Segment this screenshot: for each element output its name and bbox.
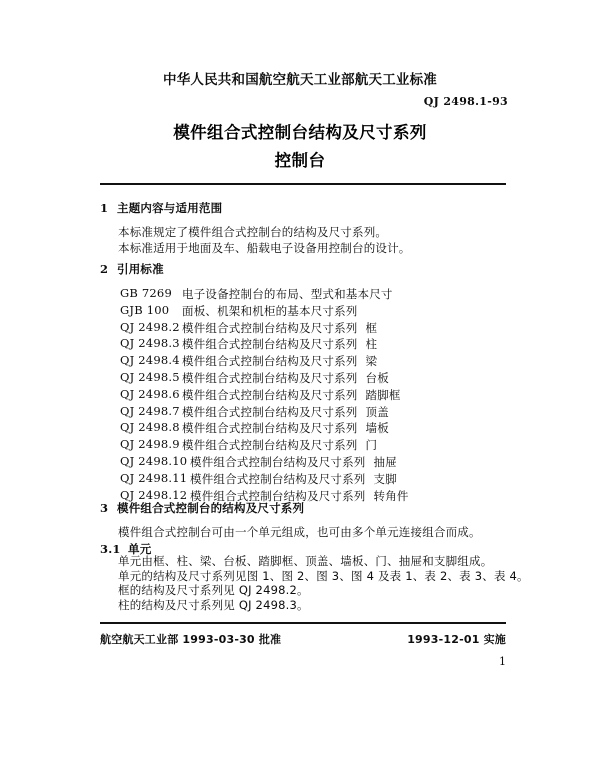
reference-description-text: 模件组合式控制台结构及尺寸系列 xyxy=(182,370,358,385)
document-title-line2: 控制台 xyxy=(274,151,326,170)
section-3-1-line: 框的结构及尺寸系列见 QJ 2498.2。 xyxy=(118,583,309,597)
reference-description xyxy=(182,370,389,386)
reference-part-name: 抽屉 xyxy=(373,454,397,469)
section-number-3: 3 xyxy=(100,501,109,515)
section-title-3: 模件组合式控制台的结构及尺寸系列 xyxy=(117,501,305,515)
reference-description-text: 电子设备控制台的布局、型式和基本尺寸 xyxy=(182,287,393,301)
reference-part-name: 台板 xyxy=(365,370,389,385)
reference-part-name: 转角件 xyxy=(373,488,409,503)
reference-description xyxy=(182,420,389,436)
reference-part-name: 支脚 xyxy=(373,471,397,486)
reference-code: QJ 2498.7 xyxy=(120,403,180,418)
section-number-2: 2 xyxy=(100,262,109,276)
reference-description-text: 模件组合式控制台结构及尺寸系列 xyxy=(182,354,358,369)
page-number: 1 xyxy=(499,655,506,668)
section-title-3-1: 单元 xyxy=(128,542,152,556)
document-title-line1: 模件组合式控制台结构及尺寸系列 xyxy=(173,123,427,142)
reference-code: QJ 2498.12 xyxy=(120,487,188,502)
reference-part-name: 墙板 xyxy=(365,421,389,436)
reference-description-text: 模件组合式控制台结构及尺寸系列 xyxy=(182,404,358,419)
reference-list-item xyxy=(120,353,520,370)
reference-description-text: 模件组合式控制台结构及尺寸系列 xyxy=(182,421,358,436)
reference-list-item xyxy=(120,286,520,303)
reference-list-item xyxy=(120,404,520,421)
section-number-3-1: 3.1 xyxy=(100,542,121,556)
reference-list-item xyxy=(120,320,520,337)
section-heading-1 xyxy=(100,200,222,216)
reference-description xyxy=(182,320,377,336)
reference-part-name: 梁 xyxy=(365,354,378,369)
reference-part-name: 门 xyxy=(365,438,378,453)
reference-description-text: 模件组合式控制台结构及尺寸系列 xyxy=(182,387,358,402)
footer-effective-text: 1993-12-01 实施 xyxy=(407,633,506,646)
reference-code: QJ 2498.9 xyxy=(120,437,180,452)
reference-description xyxy=(190,454,397,470)
reference-description xyxy=(182,336,377,352)
referenced-standards-list xyxy=(120,286,520,504)
reference-list-item xyxy=(120,387,520,404)
reference-list-item xyxy=(120,370,520,387)
section-title-2: 引用标准 xyxy=(117,262,164,276)
reference-description-text: 模件组合式控制台结构及尺寸系列 xyxy=(182,438,358,453)
reference-part-name: 框 xyxy=(365,320,378,335)
reference-description xyxy=(182,303,358,319)
reference-list-item xyxy=(120,336,520,353)
reference-description xyxy=(182,387,401,403)
section-3-1-line: 柱的结构及尺寸系列见 QJ 2498.3。 xyxy=(118,597,309,612)
section-number-1: 1 xyxy=(100,201,109,215)
reference-part-name: 踏脚框 xyxy=(365,387,401,402)
reference-part-name: 柱 xyxy=(365,337,378,352)
reference-code: QJ 2498.5 xyxy=(120,369,180,384)
section-3-1-body xyxy=(118,553,529,612)
header-divider-rule xyxy=(100,183,506,185)
footer-divider-rule xyxy=(100,622,506,624)
reference-code: QJ 2498.11 xyxy=(120,470,188,485)
reference-description xyxy=(182,286,393,302)
reference-description xyxy=(190,471,397,487)
reference-description xyxy=(182,404,389,420)
reference-description-text: 模件组合式控制台结构及尺寸系列 xyxy=(182,320,358,335)
document-title xyxy=(0,120,600,174)
section-3-1-line: 单元的结构及尺寸系列见图 1、图 2、图 3、图 4 及表 1、表 2、表 3、表 4。 xyxy=(118,568,529,583)
reference-code: GB 7269 xyxy=(120,286,172,300)
reference-description-text: 模件组合式控制台结构及尺寸系列 xyxy=(182,337,358,352)
reference-description-text: 面板、机架和机柜的基本尺寸系列 xyxy=(182,303,358,318)
reference-part-name: 顶盖 xyxy=(365,404,389,419)
reference-list-item xyxy=(120,437,520,454)
reference-code: GJB 100 xyxy=(120,302,170,317)
section-heading-2 xyxy=(100,261,164,277)
reference-list-item xyxy=(120,420,520,437)
standard-number: QJ 2498.1-93 xyxy=(423,95,508,108)
section-1-paragraph-2: 本标准适用于地面及车、船载电子设备用控制台的设计。 xyxy=(118,241,411,255)
footer-approval-text: 航空航天工业部 1993-03-30 批准 xyxy=(100,633,282,646)
reference-description xyxy=(182,353,377,369)
reference-list-item xyxy=(120,303,520,320)
reference-code: QJ 2498.3 xyxy=(120,336,180,351)
reference-code: QJ 2498.6 xyxy=(120,386,180,401)
section-3-1-line: 单元由框、柱、梁、台板、踏脚框、顶盖、墙板、门、抽屉和支脚组成。 xyxy=(118,554,493,568)
section-1-paragraph-1: 本标准规定了模件组合式控制台的结构及尺寸系列。 xyxy=(118,225,388,239)
reference-description xyxy=(182,437,377,453)
masthead-issuing-authority: 中华人民共和国航空航天工业部航天工业标准 xyxy=(163,72,437,88)
section-3-paragraph-1: 模件组合式控制台可由一个单元组成，也可由多个单元连接组合而成。 xyxy=(118,525,481,539)
reference-description-text: 模件组合式控制台结构及尺寸系列 xyxy=(190,471,366,486)
section-heading-3 xyxy=(100,500,304,516)
reference-code: QJ 2498.2 xyxy=(120,319,180,334)
reference-description-text: 模件组合式控制台结构及尺寸系列 xyxy=(190,488,366,503)
reference-description-text: 模件组合式控制台结构及尺寸系列 xyxy=(190,454,366,469)
reference-code: QJ 2498.10 xyxy=(120,453,188,468)
reference-list-item xyxy=(120,471,520,488)
reference-list-item xyxy=(120,454,520,471)
section-title-1: 主题内容与适用范围 xyxy=(117,201,223,215)
reference-code: QJ 2498.8 xyxy=(120,420,180,435)
reference-code: QJ 2498.4 xyxy=(120,353,180,368)
